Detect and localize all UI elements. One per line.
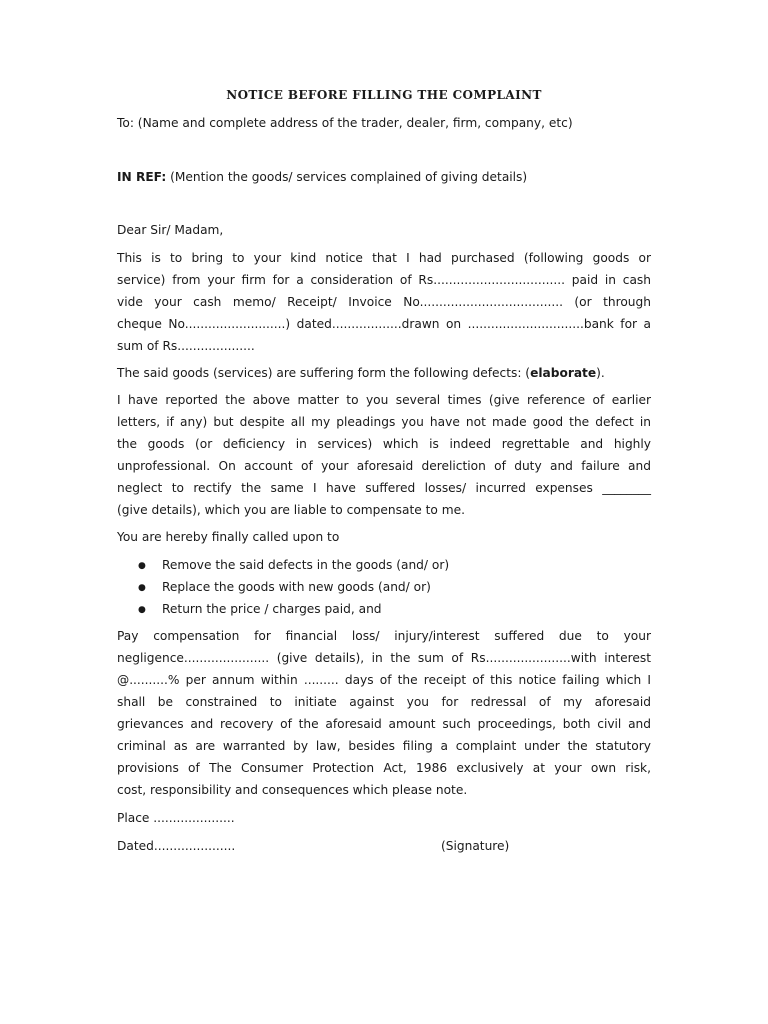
para4-line: shall be constrained to initiate against you for redressal of my aforesaid [117, 695, 651, 709]
bullet-icon: ● [138, 561, 146, 571]
para4-line: grievances and recovery of the aforesaid amount such proceedings, both civil and [117, 717, 651, 731]
para4-line: Pay compensation for financial loss/ injury/interest suffered due to your [117, 629, 651, 643]
ref-line [117, 169, 527, 185]
bullet-icon: ● [138, 583, 146, 593]
para4-line: provisions of The Consumer Protection Act, 1986 exclusively at your own risk, [117, 761, 651, 775]
defects-prefix: The said goods (services) are suffering form the following defects: ( [117, 366, 531, 380]
para3-line: I have reported the above matter to you several times (give reference of earlier [117, 393, 651, 407]
defects-line [117, 365, 605, 381]
para3-line: neglect to rectify the same I have suffered losses/ incurred expenses ________ [117, 481, 651, 495]
bullet-icon: ● [138, 605, 146, 615]
called-upon-line: You are hereby finally called upon to [117, 530, 340, 544]
para4-line: @..........% per annum within ......... days of the receipt of this notice failing which I [117, 673, 651, 687]
signature-label: (Signature) [441, 839, 510, 853]
defects-suffix: ). [596, 366, 605, 380]
para1-line: vide your cash memo/ Receipt/ Invoice No..................................... (or through [117, 295, 651, 309]
list-item-text: Remove the said defects in the goods (and/ or) [162, 558, 450, 572]
to-line: To: (Name and complete address of the trader, dealer, firm, company, etc) [117, 116, 573, 130]
list-item [138, 601, 382, 618]
list-item [138, 579, 431, 596]
para3-line: the goods (or deficiency in services) which is indeed regrettable and highly [117, 437, 651, 451]
ref-text: (Mention the goods/ services complained of giving details) [170, 170, 528, 184]
list-item [138, 557, 449, 574]
para1-line: sum of Rs.................... [117, 339, 255, 353]
list-item-text: Return the price / charges paid, and [162, 602, 382, 616]
para4-line: criminal as are warranted by law, besides filing a complaint under the statutory [117, 739, 651, 753]
para4-line: negligence...................... (give details), in the sum of Rs......................with interest [117, 651, 651, 665]
para3-line: unprofessional. On account of your aforesaid dereliction of duty and failure and [117, 459, 651, 473]
ref-label: IN REF: [117, 170, 167, 184]
para3-line: (give details), which you are liable to compensate to me. [117, 503, 465, 517]
dated-line: Dated..................... [117, 839, 236, 853]
para1-line: service) from your firm for a consideration of Rs.................................. paid in cash [117, 273, 651, 287]
list-item-text: Replace the goods with new goods (and/ or) [162, 580, 431, 594]
para1-line: This is to bring to your kind notice that I had purchased (following goods or [117, 251, 651, 265]
document-title: NOTICE BEFORE FILLING THE COMPLAINT [226, 88, 542, 102]
para3-line: letters, if any) but despite all my pleadings you have not made good the defect in [117, 415, 651, 429]
place-line: Place ..................... [117, 811, 235, 825]
defects-bold: elaborate [530, 366, 597, 380]
salutation: Dear Sir/ Madam, [117, 223, 224, 237]
para4-line: cost, responsibility and consequences which please note. [117, 783, 468, 797]
para1-line: cheque No..........................) dated..................drawn on ..............................bank for a [117, 317, 651, 331]
